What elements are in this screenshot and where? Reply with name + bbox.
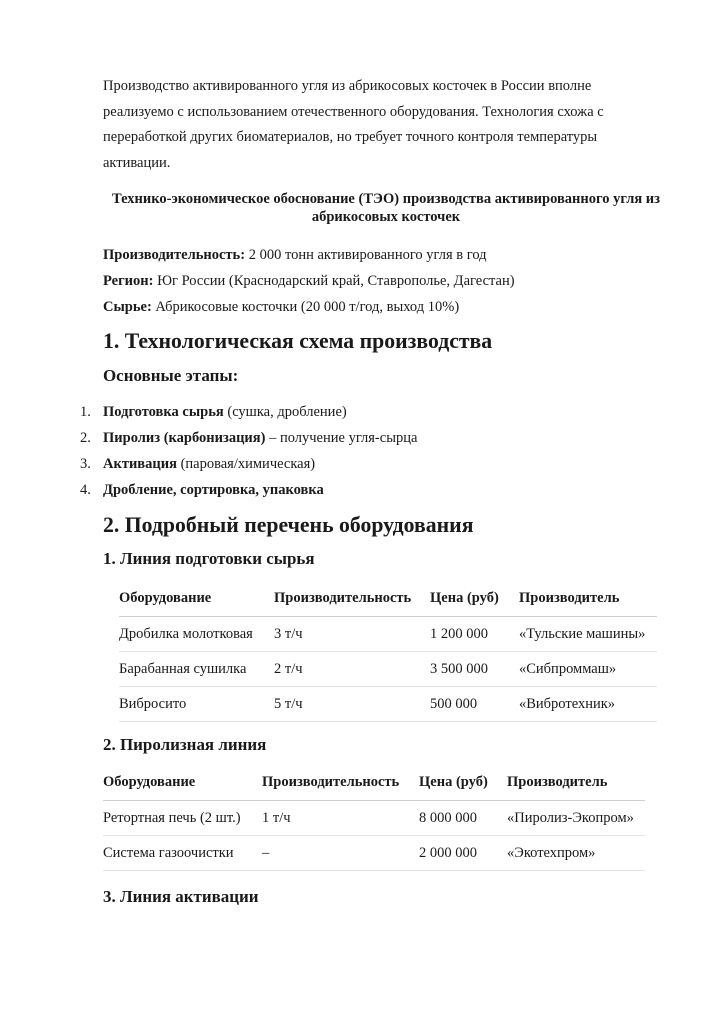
- table-cell: «Тульские машины»: [519, 617, 657, 652]
- list-item-number: 4.: [80, 482, 91, 498]
- table-cell: 1 200 000: [430, 617, 519, 652]
- table-row: [103, 836, 645, 871]
- meta-raw-label: Сырье:: [103, 299, 152, 315]
- list-item-bold: Активация: [103, 456, 177, 472]
- table-header-cell: Цена (руб): [419, 764, 507, 801]
- list-item-text: (сушка, дробление): [223, 404, 347, 420]
- meta-capacity-label: Производительность:: [103, 247, 246, 263]
- meta-region: [103, 271, 515, 291]
- list-item-text: (паровая/химическая): [176, 456, 316, 472]
- table-cell: Вибросито: [119, 687, 274, 722]
- table-cell: 500 000: [430, 687, 519, 722]
- line-3-heading: 3. Линия активации: [103, 887, 259, 906]
- table-header-row: [119, 580, 657, 617]
- list-item-number: 2.: [80, 430, 91, 446]
- list-item-bold: Пиролиз (карбонизация): [103, 430, 266, 446]
- list-item: [80, 480, 417, 506]
- line-1-heading: 1. Линия подготовки сырья: [103, 549, 315, 568]
- table-header-cell: Производитель: [507, 764, 645, 801]
- table-cell: «Пиролиз-Экопром»: [507, 801, 645, 836]
- meta-region-label: Регион:: [103, 273, 154, 289]
- intro-paragraph: Производство активированного угля из абрикосовых косточек в России вполне реализуемо с использованием отечественного оборудования. Технология схожа с переработкой других биоматериалов, но требует точного контроля температуры активации.: [103, 78, 604, 171]
- line-2-heading: 2. Пиролизная линия: [103, 735, 267, 754]
- meta-raw-value: Абрикосовые косточки (20 000 т/год, выход 10%): [151, 299, 460, 315]
- table-cell: 2 000 000: [419, 836, 507, 871]
- stages-list: [80, 402, 417, 506]
- table-row: [119, 617, 657, 652]
- table-cell: Дробилка молотковая: [119, 617, 274, 652]
- table-cell: «Вибротехник»: [519, 687, 657, 722]
- table-cell: 2 т/ч: [274, 652, 430, 687]
- meta-region-value: Юг России (Краснодарский край, Ставрополье, Дагестан): [153, 273, 515, 289]
- table-header-cell: Производительность: [274, 580, 430, 617]
- table-cell: 8 000 000: [419, 801, 507, 836]
- table-cell: Ретортная печь (2 шт.): [103, 801, 262, 836]
- list-item-number: 3.: [80, 456, 91, 472]
- table-header-cell: Цена (руб): [430, 580, 519, 617]
- table-header-cell: Производитель: [519, 580, 657, 617]
- table-header-cell: Производительность: [262, 764, 419, 801]
- table-cell: 3 500 000: [430, 652, 519, 687]
- table-row: [103, 801, 645, 836]
- table-header-cell: Оборудование: [119, 580, 274, 617]
- table-row: [119, 687, 657, 722]
- equipment-table-1: [119, 580, 657, 722]
- table-cell: 5 т/ч: [274, 687, 430, 722]
- table-cell: –: [262, 836, 419, 871]
- stages-heading: Основные этапы:: [103, 366, 239, 385]
- meta-capacity: [103, 245, 487, 265]
- section-1-heading: 1. Технологическая схема производства: [103, 329, 493, 353]
- table-cell: 1 т/ч: [262, 801, 419, 836]
- equipment-table-2: [103, 764, 645, 871]
- section-2-heading: 2. Подробный перечень оборудования: [103, 513, 474, 537]
- list-item: [80, 428, 417, 454]
- list-item-number: 1.: [80, 404, 91, 420]
- list-item-bold: Дробление, сортировка, упаковка: [103, 482, 324, 498]
- table-row: [119, 652, 657, 687]
- meta-capacity-value: 2 000 тонн активированного угля в год: [245, 247, 487, 263]
- table-header-cell: Оборудование: [103, 764, 262, 801]
- table-cell: 3 т/ч: [274, 617, 430, 652]
- table-cell: Система газоочистки: [103, 836, 262, 871]
- table-header-row: [103, 764, 645, 801]
- table-cell: «Экотехпром»: [507, 836, 645, 871]
- table-cell: Барабанная сушилка: [119, 652, 274, 687]
- list-item-bold: Подготовка сырья: [103, 404, 224, 420]
- document-title: Технико-экономическое обоснование (ТЭО) производства активированного угля из абрикосовых косточек: [112, 191, 660, 225]
- list-item: [80, 402, 417, 428]
- list-item: [80, 454, 417, 480]
- table-cell: «Сибпроммаш»: [519, 652, 657, 687]
- meta-raw: [103, 297, 459, 317]
- list-item-text: – получение угля-сырца: [265, 430, 418, 446]
